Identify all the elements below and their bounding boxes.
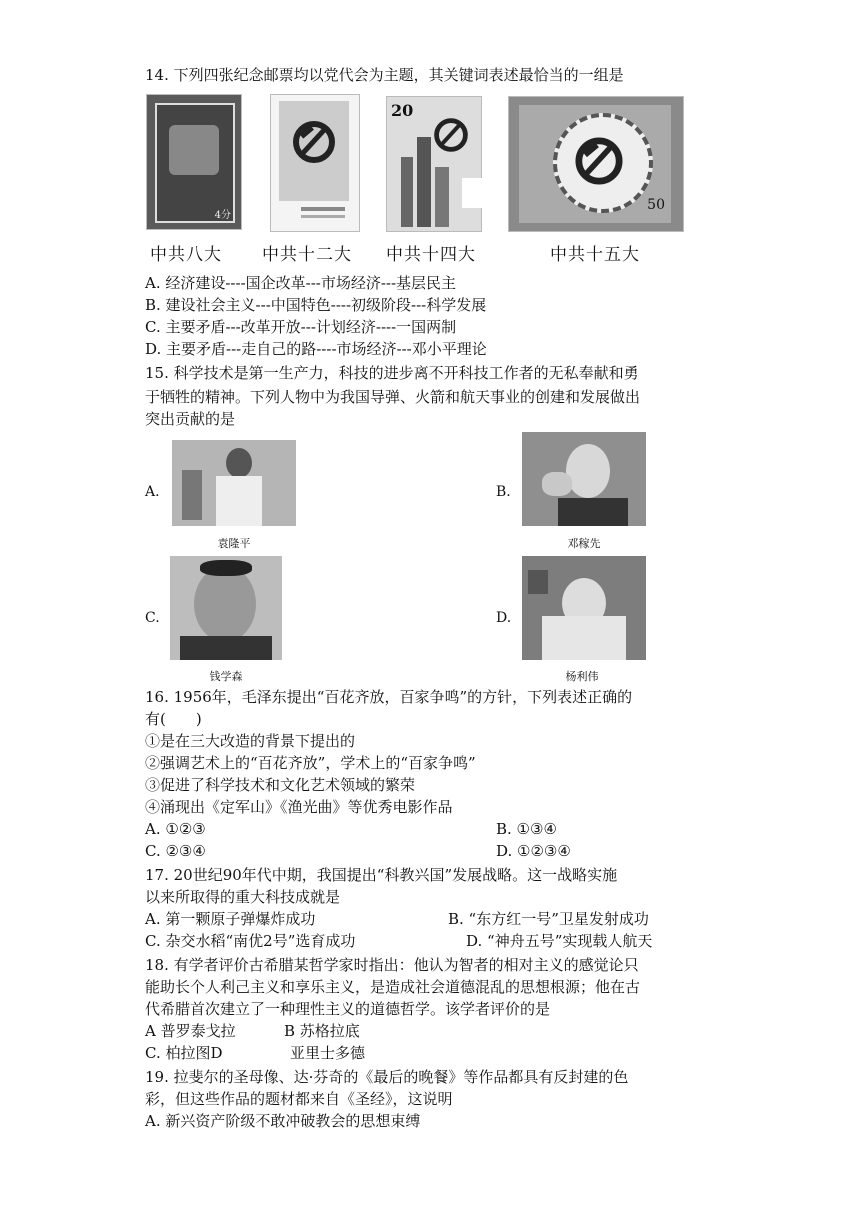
q14-option-c: C. 主要矛盾---改革开放---计划经济----一国两制 <box>145 318 457 336</box>
q18-option-d: 亚里士多德 <box>290 1044 366 1062</box>
q19-option-a: A. 新兴资产阶级不敢冲破教会的思想束缚 <box>145 1112 421 1130</box>
q17-option-d: D. “神舟五号”实现载人航天 <box>466 932 653 950</box>
stamp-caption: 中共十五大 <box>550 245 640 265</box>
q17-option-a: A. 第一颗原子弹爆炸成功 <box>145 910 316 928</box>
q17-stem-line2: 以来所取得的重大科技成就是 <box>145 888 341 906</box>
q15-stem-line2: 于牺牲的精神。下列人物中为我国导弹、火箭和航天事业的创建和发展做出 <box>145 388 641 406</box>
q16-item-1: ①是在三大改造的背景下提出的 <box>145 732 356 750</box>
q17-option-c: C. 杂交水稻“南优2号”选育成功 <box>145 932 356 950</box>
q16-stem-line1: 16. 1956年，毛泽东提出“百花齐放，百家争鸣”的方针，下列表述正确的 <box>145 688 633 706</box>
q16-item-3: ③促进了科学技术和文化艺术领域的繁荣 <box>145 776 416 794</box>
q18-stem-line2: 能助长个人利己主义和享乐主义，是造成社会道德混乱的思想根源；他在古 <box>145 978 641 996</box>
photo-deng-jiaxian <box>522 432 646 526</box>
q14-option-a: A. 经济建设----国企改革---市场经济---基层民主 <box>145 274 457 292</box>
q14-stem: 14. 下列四张纪念邮票均以党代会为主题，其关键词表述最恰当的一组是 <box>145 66 624 84</box>
q18-option-c: C. 柏拉图D <box>145 1044 223 1062</box>
q18-stem-line1: 18. 有学者评价古希腊某哲学家时指出：他认为智者的相对主义的感觉论只 <box>145 956 639 974</box>
hammer-sickle-icon <box>431 115 471 155</box>
q16-item-4: ④涌现出《定军山》《渔光曲》等优秀电影作品 <box>145 798 453 816</box>
q15-option-b-letter: B. <box>496 484 511 500</box>
q19-stem-line1: 19. 拉斐尔的圣母像、达·芬奇的《最后的晚餐》等作品都具有反封建的色 <box>145 1068 629 1086</box>
q15-stem-line1: 15. 科学技术是第一生产力，科技的进步离不开科技工作者的无私奉献和勇 <box>145 364 639 382</box>
q18-option-b: B 苏格拉底 <box>284 1022 360 1040</box>
q16-item-2: ②强调艺术上的“百花齐放”，学术上的“百家争鸣” <box>145 754 476 772</box>
photo-caption: 邓稼先 <box>567 537 601 550</box>
stamp-ccp-12th-congress <box>270 94 360 232</box>
q17-option-b: B. “东方红一号”卫星发射成功 <box>448 910 649 928</box>
stamp-caption: 中共八大 <box>150 245 222 265</box>
q15-option-c-letter: C. <box>145 610 160 626</box>
q18-stem-line3: 代希腊首次建立了一种理性主义的道德哲学。该学者评价的是 <box>145 1000 551 1018</box>
q16-option-d: D. ①②③④ <box>496 842 571 860</box>
q16-option-a: A. ①②③ <box>145 820 206 838</box>
stamp-ccp-8th-congress: 4分 <box>146 94 242 230</box>
photo-qian-xuesen <box>170 556 282 660</box>
stamp-caption: 中共十四大 <box>386 245 476 265</box>
stamp-ccp-15th-congress: 50 <box>508 96 684 232</box>
stamp-ccp-14th-congress: 20 <box>386 96 482 232</box>
q16-stem-line2: 有( ) <box>145 710 202 728</box>
q17-stem-line1: 17. 20世纪90年代中期，我国提出“科教兴国”发展战略。这一战略实施 <box>145 866 618 884</box>
q14-option-b: B. 建设社会主义---中国特色----初级阶段---科学发展 <box>145 296 487 314</box>
stamp-caption: 中共十二大 <box>262 245 352 265</box>
q16-option-c: C. ②③④ <box>145 842 206 860</box>
q15-stem-line3: 突出贡献的是 <box>145 410 236 428</box>
photo-caption: 杨利伟 <box>565 670 599 683</box>
photo-caption: 袁隆平 <box>217 537 251 550</box>
photo-caption: 钱学森 <box>209 670 243 683</box>
hammer-sickle-icon <box>289 117 339 167</box>
q18-option-a: A 普罗泰戈拉 <box>145 1022 236 1040</box>
q14-option-d: D. 主要矛盾---走自己的路----市场经济---邓小平理论 <box>145 340 487 358</box>
q15-option-d-letter: D. <box>496 610 512 626</box>
photo-yuan-longping <box>172 440 296 526</box>
q15-option-a-letter: A. <box>145 484 160 500</box>
q16-option-b: B. ①③④ <box>496 820 557 838</box>
photo-yang-liwei <box>522 556 646 660</box>
hammer-sickle-icon <box>571 133 627 189</box>
q19-stem-line2: 彩，但这些作品的题材都来自《圣经》，这说明 <box>145 1090 453 1108</box>
